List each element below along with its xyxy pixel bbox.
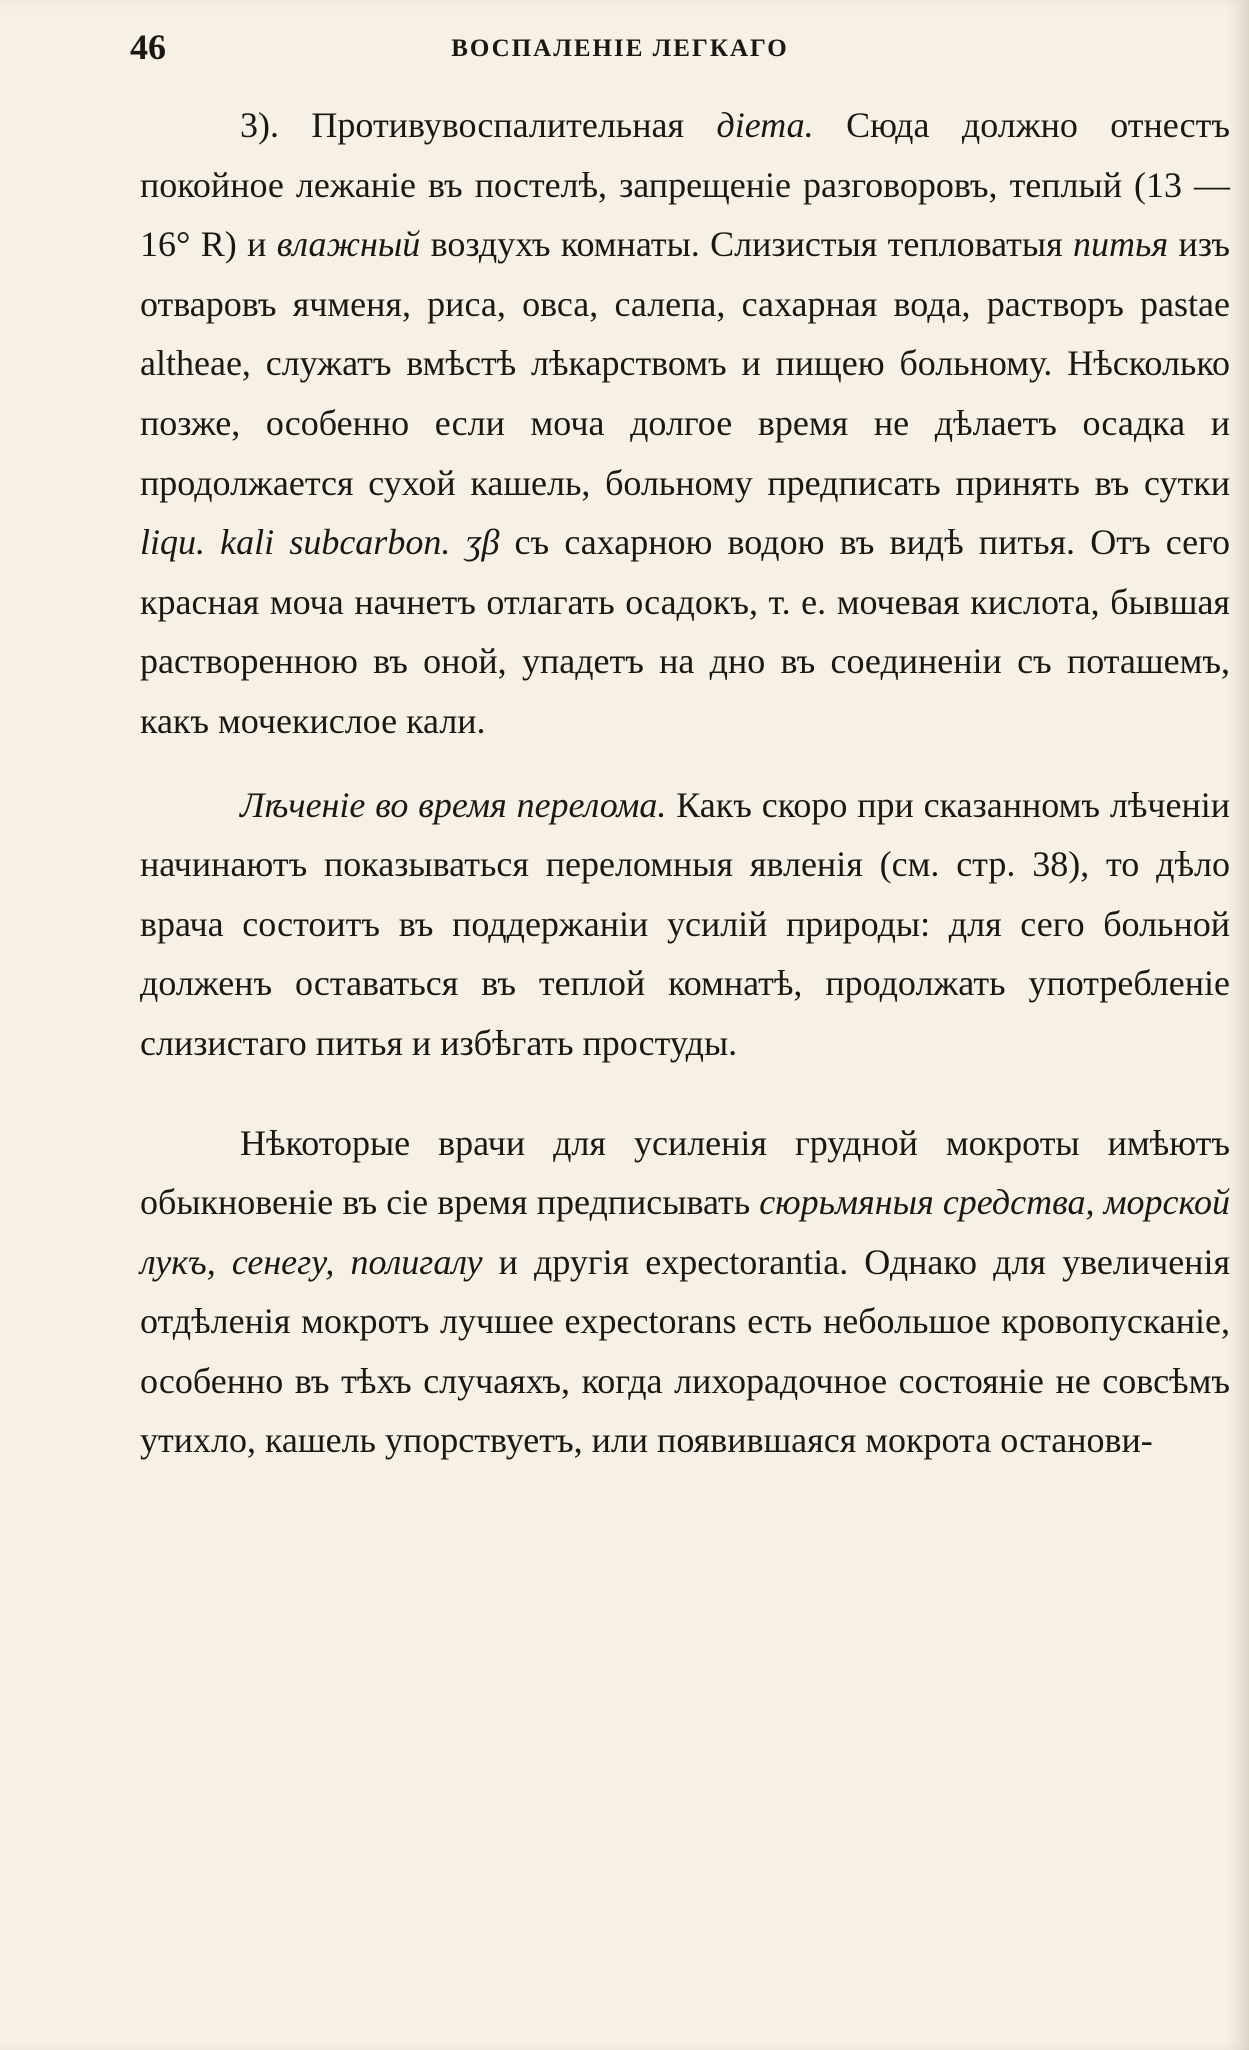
text-segment: изъ отваровъ ячменя, риса, овса, салепа, сахарная вода, растворъ pastae altheae, служатъ вмѣстѣ лѣкарствомъ и пищею больному. Нѣсколько позже, особенно если моча долгое время не дѣлаетъ осадка и продолжается сухой кашель, больному предписать принять въ сутки [140, 224, 1230, 503]
text-segment: 3). Противувоспалительная [240, 105, 717, 145]
text-segment: и другія expectorantia. Однако для увеличенія отдѣленія мокротъ лучшее expectorans есть небольшое кровопусканіе, особенно въ тѣхъ случаяхъ, когда лихорадочное состояніе не совсѣмъ утихло, кашель упорствуетъ, или появившаяся мокрота останови- [140, 1241, 1231, 1461]
text-segment: воздухъ комнаты. Слизистыя тепловатыя [420, 224, 1074, 265]
page-number: 46 [130, 27, 166, 67]
running-title: ВОСПАЛЕНІЕ ЛЕГКАГО [451, 35, 789, 62]
text-segment: съ сахарною водою въ видѣ питья. Отъ сего красная моча начнетъ отлагать осадокъ, т. е. мочевая кислота, бывшая растворенною въ оной, упадетъ на дно въ соединеніи съ поташемъ, какъ мочекислое кали. [140, 522, 1230, 741]
italic-term: питья [1073, 224, 1169, 265]
paragraph-crisis-treatment [140, 776, 1230, 1074]
text-segment: Нѣкоторые врачи для усиленія грудной мокроты имѣютъ обыкновеніе въ сіе время предписывать [140, 1122, 1230, 1223]
paragraph-expectorants [140, 1114, 1230, 1472]
italic-term: сюрьмяныя средства, морской лукъ, сенегу, полигалу [140, 1182, 1230, 1282]
section-heading: Лѣченіе во время перелома. [240, 784, 667, 825]
paragraph-diet [140, 96, 1230, 752]
page-header [130, 22, 1240, 72]
italic-term: влажный [276, 224, 421, 265]
text-segment: Какъ скоро при сказанномъ лѣченіи начинаютъ показываться переломныя явленія (см. стр. 38), то дѣло врача состоитъ въ поддержаніи усилій природы: для сего больной долженъ оставаться въ теплой комнатѣ, продолжать употребленіе слизистаго питья и избѣгать простуды. [140, 784, 1230, 1063]
text-segment: Сюда должно отнестъ покойное лежаніе въ постелѣ, запрещеніе разговоровъ, теплый (13 — 16° R) и [140, 105, 1231, 265]
italic-term: liqu. kali subcarbon. ʒβ [140, 522, 500, 563]
italic-term: діета. [716, 105, 814, 145]
body-text [140, 96, 1230, 1471]
